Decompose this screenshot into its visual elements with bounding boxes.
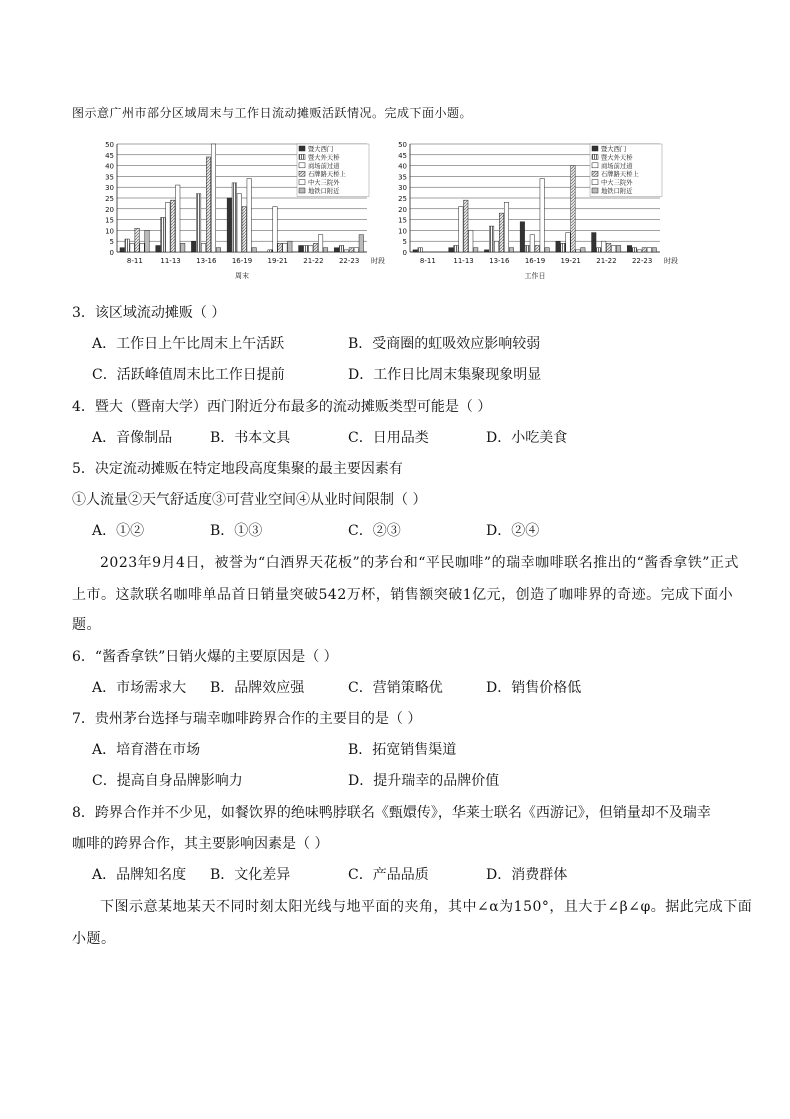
bar (413, 250, 417, 252)
legend-swatch (592, 146, 598, 151)
bar (206, 157, 210, 252)
x-tick-label: 16-19 (231, 257, 253, 265)
q8-option-d[interactable]: D．消费群体 (486, 867, 568, 883)
bar (606, 243, 610, 252)
x-tick-label: 8-11 (419, 257, 436, 265)
y-tick-label: 25 (105, 195, 114, 203)
y-tick-label: 25 (398, 195, 407, 203)
q5-stem-line2: ①人流量②天气舒适度③可营业空间④从业时间限制（ ） (72, 492, 427, 508)
q4-option-a[interactable]: A．音像制品 (92, 430, 173, 446)
x-tick-label: 11-13 (453, 257, 474, 265)
bar (201, 243, 205, 252)
bar (125, 239, 129, 252)
q5-stem: 5．决定流动摊贩在特定地段高度集聚的最主要因素有 (72, 461, 403, 477)
legend-label: 暨大外天桥 (601, 154, 633, 162)
x-tick-label: 21-22 (596, 257, 617, 265)
y-tick-label: 30 (105, 184, 114, 193)
bar (489, 226, 493, 252)
bar (504, 202, 508, 252)
y-tick-label: 35 (105, 173, 114, 182)
q7-option-b[interactable]: B．拓宽销售渠道 (348, 742, 457, 758)
bar (530, 235, 534, 252)
bar (339, 246, 343, 252)
x-tick-label: 19-21 (560, 257, 581, 265)
q6-option-a[interactable]: A．市场需求大 (92, 680, 187, 696)
bar (349, 248, 353, 252)
x-tick-label: 22-23 (338, 257, 360, 265)
y-tick-label: 50 (105, 141, 114, 149)
bar (242, 207, 246, 252)
x-axis-title: 工作日 (524, 272, 546, 280)
y-tick-label: 40 (398, 162, 407, 171)
bar (652, 248, 656, 252)
bar (469, 230, 473, 252)
legend-label: 暨大外天桥 (308, 154, 340, 162)
bar (484, 250, 488, 252)
y-tick-label: 30 (398, 184, 407, 193)
x-tick-label: 13-16 (489, 257, 510, 265)
bar (571, 166, 575, 252)
y-tick-label: 50 (398, 141, 407, 149)
x-tick-label: 11-13 (160, 257, 181, 265)
q3-option-c[interactable]: C．活跃峰值周末比工作日提前 (92, 367, 285, 383)
bar (642, 248, 646, 252)
bar (556, 241, 560, 252)
bar (140, 243, 144, 252)
legend-swatch (299, 163, 305, 168)
bar (561, 243, 565, 252)
q8-option-b[interactable]: B．文化差异 (210, 867, 291, 883)
bar (473, 248, 477, 252)
y-tick-label: 15 (398, 216, 407, 225)
q6-option-b[interactable]: B．品牌效应强 (210, 680, 305, 696)
intro-text-2-line2: 上市。这款联名咖啡单品首日销量突破542万杯，销售额突破1亿元，创造了咖啡界的奇迹。完成下面小 (72, 587, 734, 603)
q7-option-c[interactable]: C．提高自身品牌影响力 (92, 773, 243, 789)
y-tick-label: 15 (105, 216, 114, 225)
weekend-bar-chart (95, 136, 385, 286)
bar (418, 248, 422, 252)
q3-stem: 3．该区域流动摊贩（ ） (72, 305, 226, 321)
bar (166, 202, 170, 252)
bar (499, 213, 503, 252)
bar (273, 207, 277, 252)
y-tick-label: 20 (398, 205, 407, 214)
x-axis-end-label: 时段 (664, 257, 678, 265)
legend-swatch (592, 171, 598, 176)
q4-option-c[interactable]: C．日用品类 (348, 430, 429, 446)
legend-swatch (299, 180, 305, 185)
x-tick-label: 21-22 (303, 257, 324, 265)
bar (459, 207, 463, 252)
x-tick-label: 16-19 (524, 257, 546, 265)
bar (611, 246, 615, 252)
q3-option-b[interactable]: B．受商圈的虹吸效应影响较弱 (348, 336, 541, 352)
q6-stem: 6．“酱香拿铁”日销火爆的主要原因是（ ） (72, 649, 338, 665)
q4-option-b[interactable]: B．书本文具 (210, 430, 291, 446)
legend-label: 中大三院外 (308, 179, 340, 187)
x-axis-title: 周末 (235, 272, 249, 280)
q7-option-d[interactable]: D．提升瑞幸的品牌价值 (348, 773, 500, 789)
bar (196, 194, 200, 252)
y-tick-label: 5 (402, 238, 407, 247)
x-tick-label: 13-16 (196, 257, 217, 265)
bar (637, 250, 641, 252)
bar (299, 246, 303, 252)
bar (156, 246, 160, 252)
y-tick-label: 10 (398, 227, 407, 236)
bar (632, 248, 636, 252)
y-tick-label: 5 (109, 238, 114, 247)
bar (509, 248, 513, 252)
legend-label: 石牌路天桥上 (601, 171, 639, 179)
legend-label: 暨大西门 (601, 146, 627, 153)
q4-stem: 4．暨大（暨南大学）西门附近分布最多的流动摊贩类型可能是（ ） (72, 399, 492, 415)
bar (313, 243, 317, 252)
bar (211, 144, 215, 252)
intro-text-3-line2: 小题。 (72, 931, 116, 947)
bar (323, 248, 327, 252)
bar (191, 241, 195, 252)
bar (494, 241, 498, 252)
bar (454, 246, 458, 252)
q5-option-a[interactable]: A．①② (92, 523, 145, 539)
legend-label: 商场前过道 (308, 162, 340, 170)
bar (283, 243, 287, 252)
bar (227, 198, 231, 252)
workday-bar-chart (388, 136, 688, 286)
y-tick-label: 0 (402, 249, 407, 257)
q5-option-c[interactable]: C．②③ (348, 523, 401, 539)
bar (120, 248, 124, 252)
legend-label: 地铁口附近 (601, 188, 633, 195)
q8-option-a[interactable]: A．品牌知名度 (92, 867, 187, 883)
bar (288, 241, 292, 252)
q8-stem-line2: 咖啡的跨界合作，其主要影响因素是（ ） (72, 836, 329, 852)
bar (237, 194, 241, 252)
q7-stem: 7．贵州茅台选择与瑞幸咖啡跨界合作的主要目的是（ ） (72, 711, 422, 727)
bar (278, 243, 282, 252)
legend-label: 石牌路天桥上 (308, 171, 346, 179)
bar (520, 222, 524, 252)
y-tick-label: 10 (105, 227, 114, 236)
y-tick-label: 45 (105, 151, 114, 160)
bar (344, 250, 348, 252)
legend-label: 地铁口附近 (308, 188, 340, 195)
q6-option-c[interactable]: C．营销策略优 (348, 680, 443, 696)
bar (334, 248, 338, 252)
x-tick-label: 22-23 (631, 257, 653, 265)
y-tick-label: 45 (398, 151, 407, 160)
bar (597, 248, 601, 252)
y-tick-label: 35 (398, 173, 407, 182)
legend-label: 中大三院外 (601, 179, 633, 187)
bar (247, 179, 251, 252)
bar (130, 243, 134, 252)
bar (216, 248, 220, 252)
q4-option-d[interactable]: D．小吃美食 (486, 430, 568, 446)
bar (145, 230, 149, 252)
q7-option-a[interactable]: A．培育潜在市场 (92, 742, 201, 758)
intro-text-1: 图示意广州市部分区域周末与工作日流动摊贩活跃情况。完成下面小题。 (72, 106, 473, 120)
bar (252, 248, 256, 252)
bar (601, 241, 605, 252)
q8-stem-line1: 8．跨界合作并不少见，如餐饮界的绝味鸭脖联名《甄嬛传》，华莱士联名《西游记》，但销量却不及瑞幸 (72, 805, 711, 821)
bar (318, 235, 322, 252)
intro-text-2-line1: 2023年9月4日，被誉为“白酒界天花板”的茅台和“平民咖啡”的瑞幸咖啡联名推出的“酱香拿铁”正式 (100, 555, 739, 571)
legend-swatch (299, 154, 305, 159)
bar (268, 250, 272, 252)
legend-swatch (299, 171, 305, 176)
legend-swatch (592, 180, 598, 185)
legend-label: 商场前过道 (601, 162, 633, 170)
legend-swatch (592, 163, 598, 168)
bar (176, 185, 180, 252)
q3-option-d[interactable]: D．工作日比周末集聚现象明显 (348, 367, 542, 383)
bar (180, 243, 184, 252)
q8-option-c[interactable]: C．产品品质 (348, 867, 429, 883)
x-tick-label: 19-21 (267, 257, 288, 265)
q3-option-a[interactable]: A．工作日上午比周末上午活跃 (92, 336, 285, 352)
y-tick-label: 40 (105, 162, 114, 171)
y-tick-label: 0 (109, 249, 114, 257)
bar (647, 248, 651, 252)
bar (616, 246, 620, 252)
q5-option-b[interactable]: B．①③ (210, 523, 263, 539)
x-tick-label: 8-11 (126, 257, 143, 265)
legend-swatch (592, 188, 598, 193)
bar (464, 200, 468, 252)
bar (171, 200, 175, 252)
bar (535, 246, 539, 252)
bar (576, 250, 580, 252)
bar (449, 248, 453, 252)
bar (525, 246, 529, 252)
legend-label: 暨大西门 (308, 146, 334, 153)
legend-swatch (299, 146, 305, 151)
bar (308, 246, 312, 252)
bar (581, 248, 585, 252)
bar (592, 233, 596, 252)
y-tick-label: 20 (105, 205, 114, 214)
bar (354, 248, 358, 252)
bar (545, 248, 549, 252)
bar (135, 228, 139, 252)
q5-option-d[interactable]: D．②④ (486, 523, 540, 539)
intro-text-3-line1: 下图示意某地某天不同时刻太阳光线与地平面的夹角，其中∠α为150°，且大于∠β∠φ。据此完成下面 (100, 899, 753, 915)
bar (540, 179, 544, 252)
bar (627, 246, 631, 252)
bar (566, 233, 570, 252)
bar (359, 235, 363, 252)
intro-text-2-line3: 题。 (72, 617, 101, 633)
bar (304, 246, 308, 252)
legend-swatch (592, 154, 598, 159)
q6-option-d[interactable]: D．销售价格低 (486, 680, 582, 696)
legend-swatch (299, 188, 305, 193)
bar (232, 183, 236, 252)
bar (161, 217, 165, 252)
x-axis-end-label: 时段 (371, 257, 385, 265)
